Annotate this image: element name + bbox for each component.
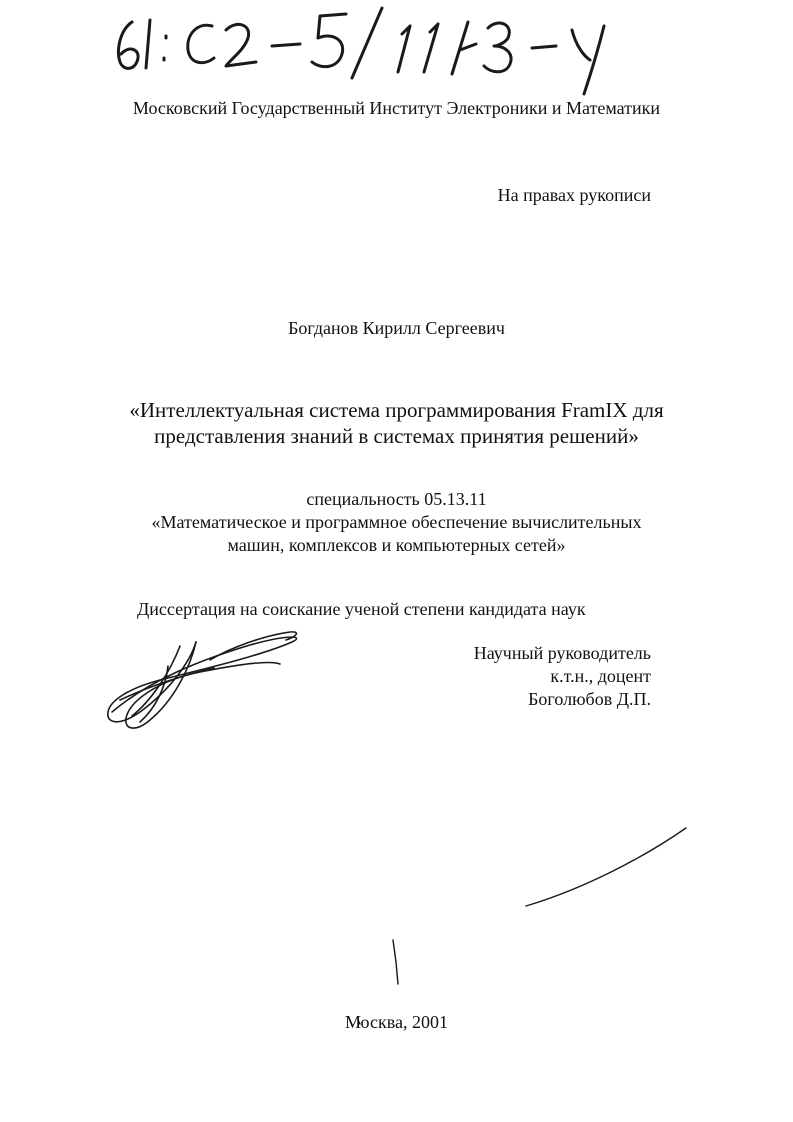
institution-name: Московский Государственный Институт Электроники и Математики xyxy=(132,98,661,118)
dissertation-title-line-2: представления знаний в системах принятия решений» xyxy=(154,424,639,448)
supervisor-role: Научный руководитель xyxy=(473,643,651,663)
specialty-name-line-2: машин, комплексов и компьютерных сетей» xyxy=(227,535,566,555)
supervisor-degree: к.т.н., доцент xyxy=(550,666,651,686)
place-and-year: Москва, 2001 xyxy=(345,1012,448,1032)
specialty-code: специальность 05.13.11 xyxy=(306,489,487,509)
supervisor-name: Боголюбов Д.П. xyxy=(528,689,651,709)
specialty-name-line-1: «Математическое и программное обеспечение вычислительных xyxy=(151,512,642,532)
manuscript-rights-note: На правах рукописи xyxy=(497,185,651,205)
author-name: Богданов Кирилл Сергеевич xyxy=(288,318,505,338)
dissertation-title-line-1: «Интеллектуальная система программирования FramIX для xyxy=(129,398,664,422)
dissertation-type: Диссертация на соискание ученой степени кандидата наук xyxy=(137,599,586,619)
